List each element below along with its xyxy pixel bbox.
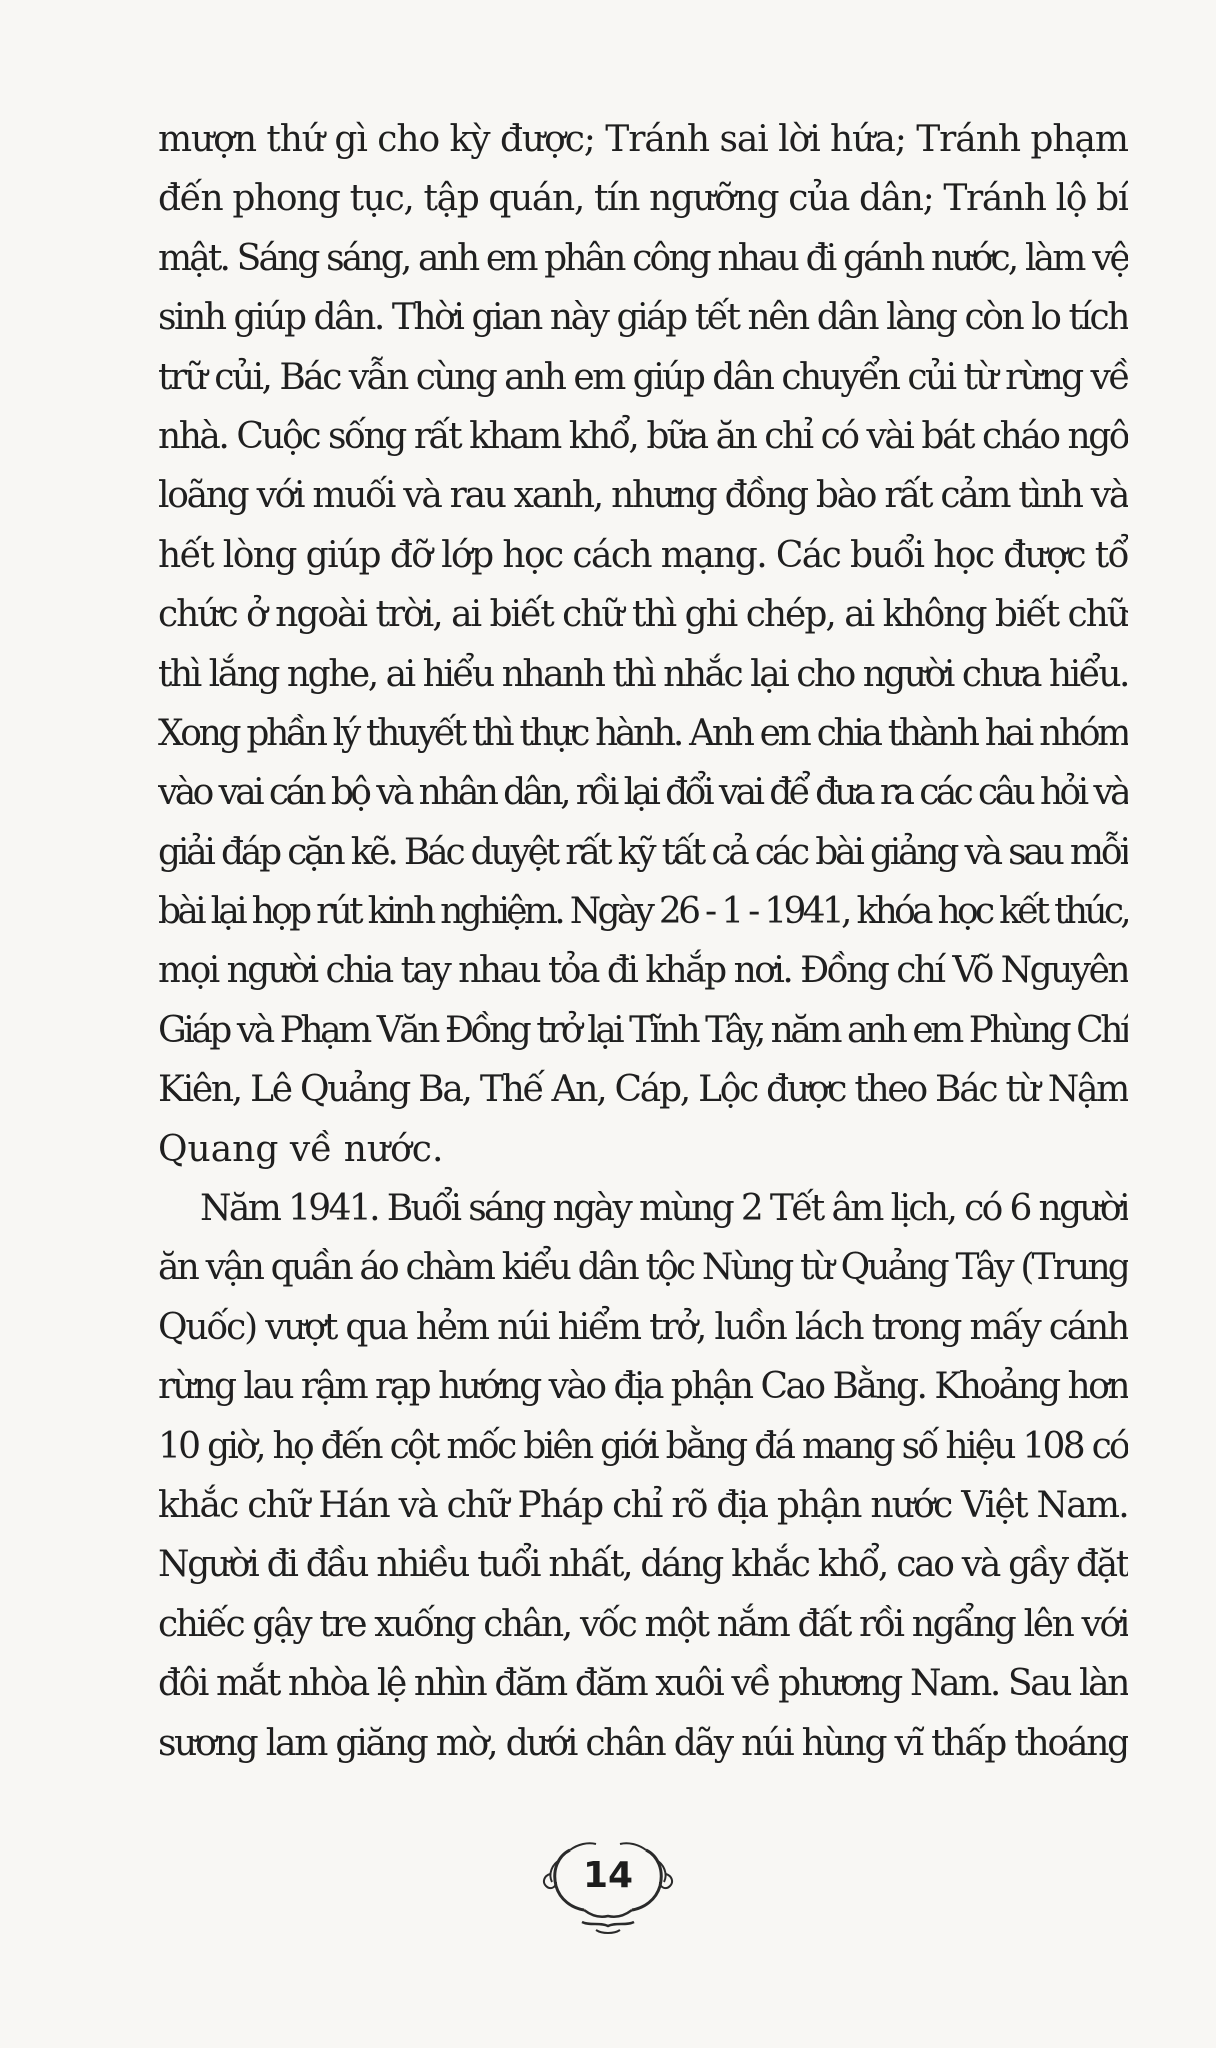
text-line: Quang về nước.	[158, 1128, 444, 1170]
text-line: hết lòng giúp đỡ lớp học cách mạng. Các buổi học được tổ	[158, 534, 1128, 576]
text-line: sinh giúp dân. Thời gian này giáp tết nên dân làng còn lo tích	[158, 297, 1128, 339]
text-line: ăn vận quần áo chàm kiểu dân tộc Nùng từ Quảng Tây (Trung	[158, 1247, 1128, 1289]
text-line: mọi người chia tay nhau tỏa đi khắp nơi. Đồng chí Võ Nguyên	[158, 950, 1128, 992]
page-number-ornament	[530, 1830, 686, 1940]
text-line: Kiên, Lê Quảng Ba, Thế An, Cáp, Lộc được theo Bác từ Nậm	[158, 1069, 1128, 1111]
text-line: Năm 1941. Buổi sáng ngày mùng 2 Tết âm lịch, có 6 người	[200, 1188, 1128, 1230]
text-line: đôi mắt nhòa lệ nhìn đăm đăm xuôi về phương Nam. Sau làn	[158, 1663, 1128, 1705]
text-line: Xong phần lý thuyết thì thực hành. Anh em chia thành hai nhóm	[158, 712, 1128, 754]
text-line: loãng với muối và rau xanh, nhưng đồng bào rất cảm tình và	[158, 475, 1128, 517]
paragraph-2	[158, 1179, 1128, 1773]
text-line: mật. Sáng sáng, anh em phân công nhau đi gánh nước, làm vệ	[158, 237, 1128, 279]
body-text	[158, 110, 1128, 1773]
text-line: Người đi đầu nhiều tuổi nhất, dáng khắc khổ, cao và gầy đặt	[158, 1544, 1128, 1586]
text-line: thì lắng nghe, ai hiểu nhanh thì nhắc lại cho người chưa hiểu.	[158, 653, 1128, 695]
text-line: nhà. Cuộc sống rất kham khổ, bữa ăn chỉ có vài bát cháo ngô	[158, 415, 1128, 457]
text-line: 10 giờ, họ đến cột mốc biên giới bằng đá mang số hiệu 108 có	[158, 1425, 1128, 1467]
text-line: vào vai cán bộ và nhân dân, rồi lại đổi vai để đưa ra các câu hỏi và	[158, 772, 1128, 814]
text-line: sương lam giăng mờ, dưới chân dãy núi hùng vĩ thấp thoáng	[158, 1722, 1128, 1764]
text-line: giải đáp cặn kẽ. Bác duyệt rất kỹ tất cả các bài giảng và sau mỗi	[158, 831, 1128, 873]
text-line: chiếc gậy tre xuống chân, vốc một nắm đất rồi ngẩng lên với	[158, 1603, 1128, 1645]
paragraph-1	[158, 110, 1128, 1179]
text-line: Giáp và Phạm Văn Đồng trở lại Tĩnh Tây, năm anh em Phùng Chí	[158, 1009, 1128, 1051]
page-number: 14	[582, 1855, 634, 1896]
text-line: mượn thứ gì cho kỳ được; Tránh sai lời hứa; Tránh phạm	[158, 119, 1128, 160]
text-line: đến phong tục, tập quán, tín ngưỡng của dân; Tránh lộ bí	[158, 178, 1128, 220]
text-line: khắc chữ Hán và chữ Pháp chỉ rõ địa phận nước Việt Nam.	[158, 1484, 1128, 1526]
text-line: Quốc) vượt qua hẻm núi hiểm trở, luồn lách trong mấy cánh	[158, 1306, 1128, 1348]
text-line: trữ củi, Bác vẫn cùng anh em giúp dân chuyển củi từ rừng về	[158, 356, 1128, 398]
text-line: rừng lau rậm rạp hướng vào địa phận Cao Bằng. Khoảng hơn	[158, 1366, 1128, 1408]
text-line: chức ở ngoài trời, ai biết chữ thì ghi chép, ai không biết chữ	[158, 594, 1128, 636]
text-line: bài lại họp rút kinh nghiệm. Ngày 26 - 1 - 1941, khóa học kết thúc,	[158, 891, 1128, 933]
